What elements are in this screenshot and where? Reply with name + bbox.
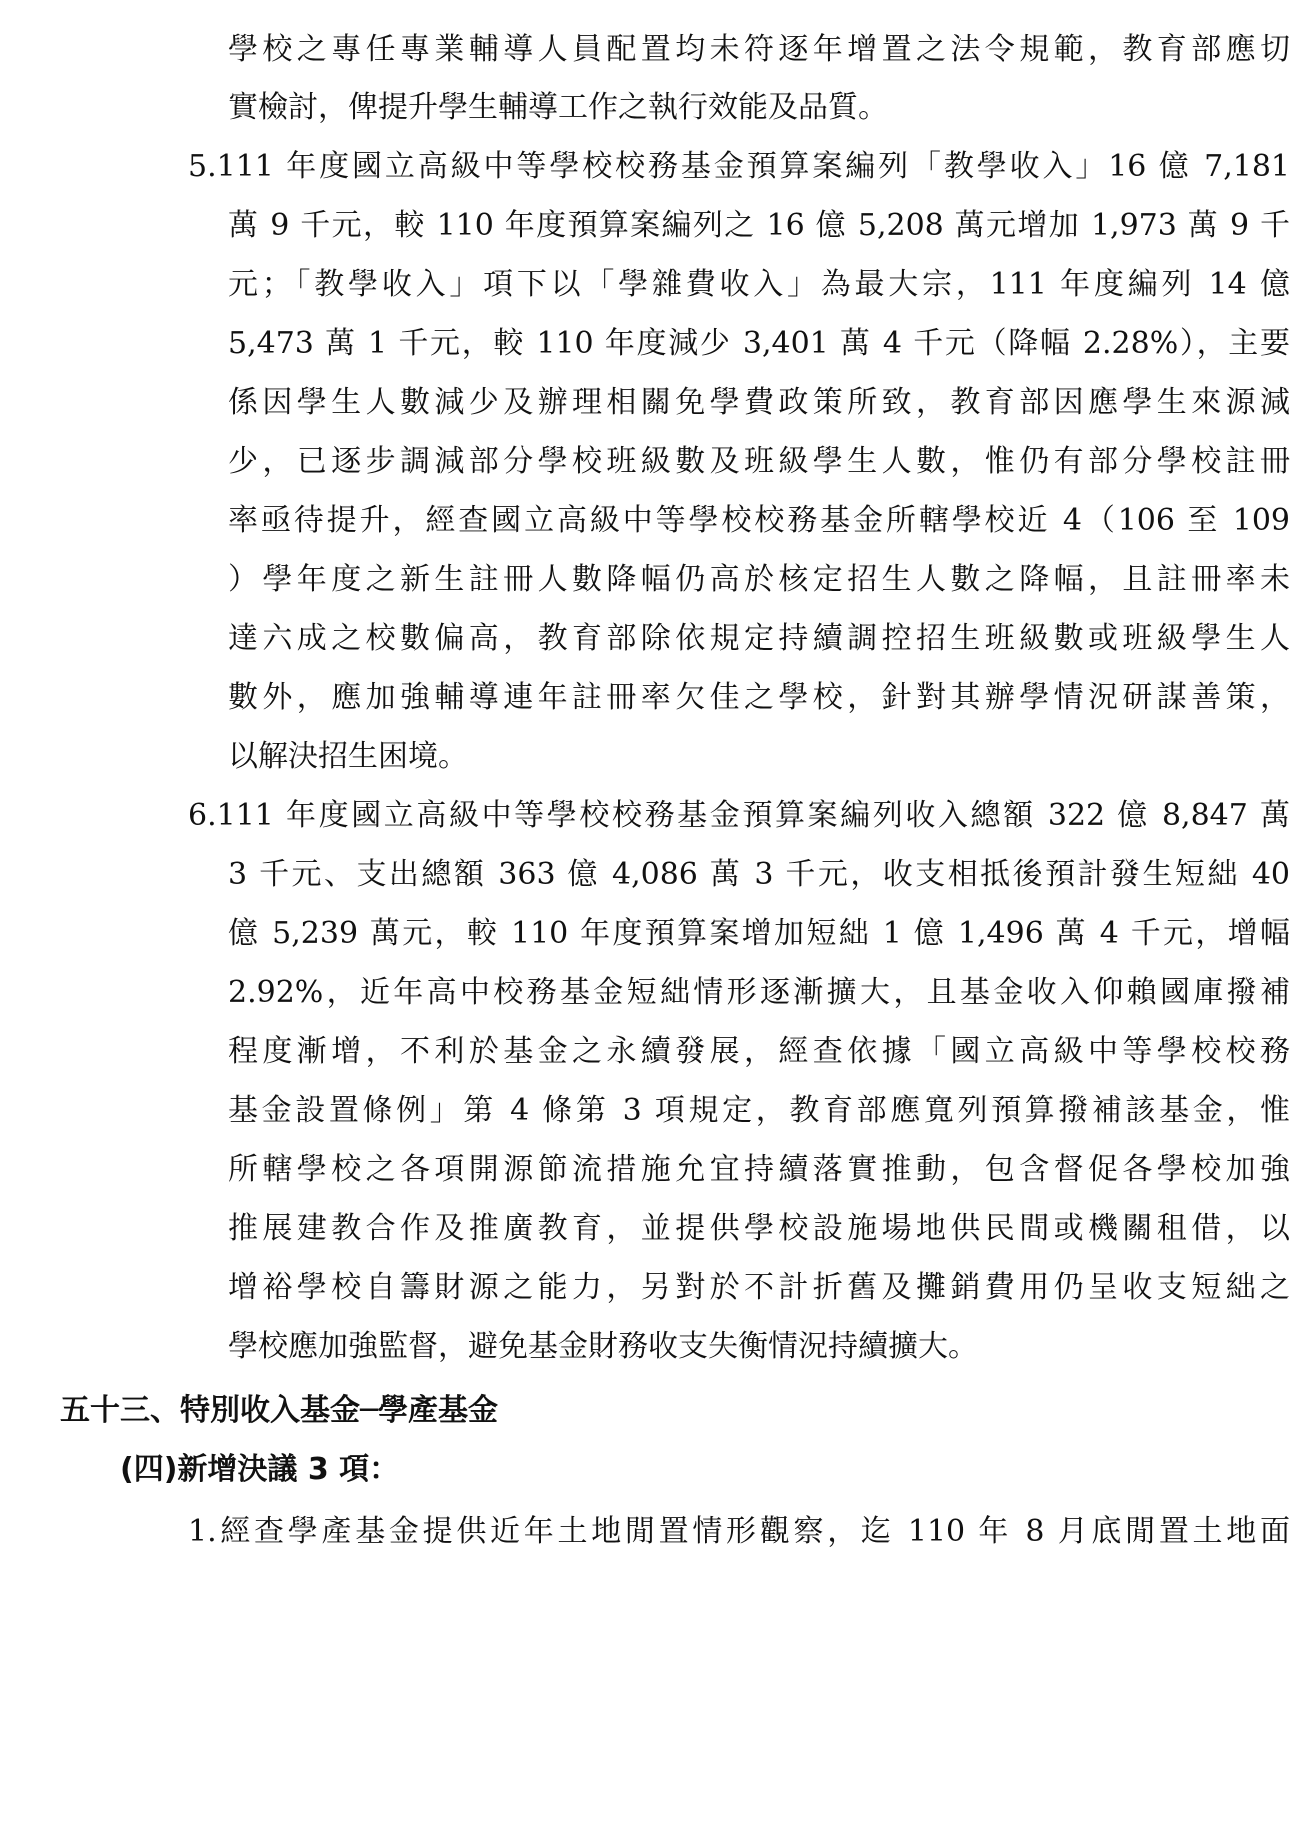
paragraph-line: 程度漸增，不利於基金之永續發展，經查依據「國立高級中等學校校務 xyxy=(228,1034,1290,1069)
paragraph-line: 少，已逐步調減部分學校班級數及班級學生人數，惟仍有部分學校註冊 xyxy=(228,444,1290,479)
paragraph-line: 萬 9 千元，較 110 年度預算案編列之 16 億 5,208 萬元增加 1,973 萬 9 千 xyxy=(228,208,1290,243)
paragraph-line: 達六成之校數偏高，教育部除依規定持續調控招生班級數或班級學生人 xyxy=(228,621,1290,656)
paragraph-line: 元；「教學收入」項下以「學雜費收入」為最大宗，111 年度編列 14 億 xyxy=(228,267,1290,302)
paragraph-line: 所轄學校之各項開源節流措施允宜持續落實推動，包含督促各學校加強 xyxy=(228,1152,1290,1187)
list-item-6-line: 6.111 年度國立高級中等學校校務基金預算案編列收入總額 322 億 8,847 萬 xyxy=(188,798,1290,833)
paragraph-line: 學校應加強監督，避免基金財務收支失衡情況持續擴大。 xyxy=(228,1329,978,1364)
paragraph-line: 實檢討，俾提升學生輔導工作之執行效能及品質。 xyxy=(228,90,888,125)
paragraph-line: 2.92%，近年高中校務基金短絀情形逐漸擴大，且基金收入仰賴國庫撥補 xyxy=(228,975,1290,1010)
paragraph-line: 推展建教合作及推廣教育，並提供學校設施場地供民間或機關租借，以 xyxy=(228,1211,1290,1246)
paragraph-line: 5,473 萬 1 千元，較 110 年度減少 3,401 萬 4 千元（降幅 2.28%），主要 xyxy=(228,326,1290,361)
list-item-5-line: 5.111 年度國立高級中等學校校務基金預算案編列「教學收入」16 億 7,181 xyxy=(188,149,1290,184)
subsection-heading: (四)新增決議 3 項： xyxy=(120,1452,400,1487)
paragraph-line: 億 5,239 萬元，較 110 年度預算案增加短絀 1 億 1,496 萬 4 千元，增幅 xyxy=(228,916,1290,951)
section-heading: 五十三、特別收入基金─學產基金 xyxy=(60,1393,499,1428)
paragraph-line: 增裕學校自籌財源之能力，另對於不計折舊及攤銷費用仍呈收支短絀之 xyxy=(228,1270,1290,1305)
paragraph-line: 率亟待提升，經查國立高級中等學校校務基金所轄學校近 4（106 至 109 xyxy=(228,503,1290,538)
paragraph-line: 以解決招生困境。 xyxy=(228,739,468,774)
list-item-1-line: 1.經查學產基金提供近年土地閒置情形觀察，迄 110 年 8 月底閒置土地面 xyxy=(188,1514,1290,1549)
paragraph-line: ）學年度之新生註冊人數降幅仍高於核定招生人數之降幅，且註冊率未 xyxy=(228,562,1290,597)
paragraph-line: 係因學生人數減少及辦理相關免學費政策所致，教育部因應學生來源減 xyxy=(228,385,1290,420)
paragraph-line: 數外，應加強輔導連年註冊率欠佳之學校，針對其辦學情況研謀善策， xyxy=(228,680,1290,715)
paragraph-line: 學校之專任專業輔導人員配置均未符逐年增置之法令規範，教育部應切 xyxy=(228,32,1290,67)
paragraph-line: 3 千元、支出總額 363 億 4,086 萬 3 千元，收支相抵後預計發生短絀 40 xyxy=(228,857,1290,892)
paragraph-line: 基金設置條例」第 4 條第 3 項規定，教育部應寬列預算撥補該基金，惟 xyxy=(228,1093,1290,1128)
